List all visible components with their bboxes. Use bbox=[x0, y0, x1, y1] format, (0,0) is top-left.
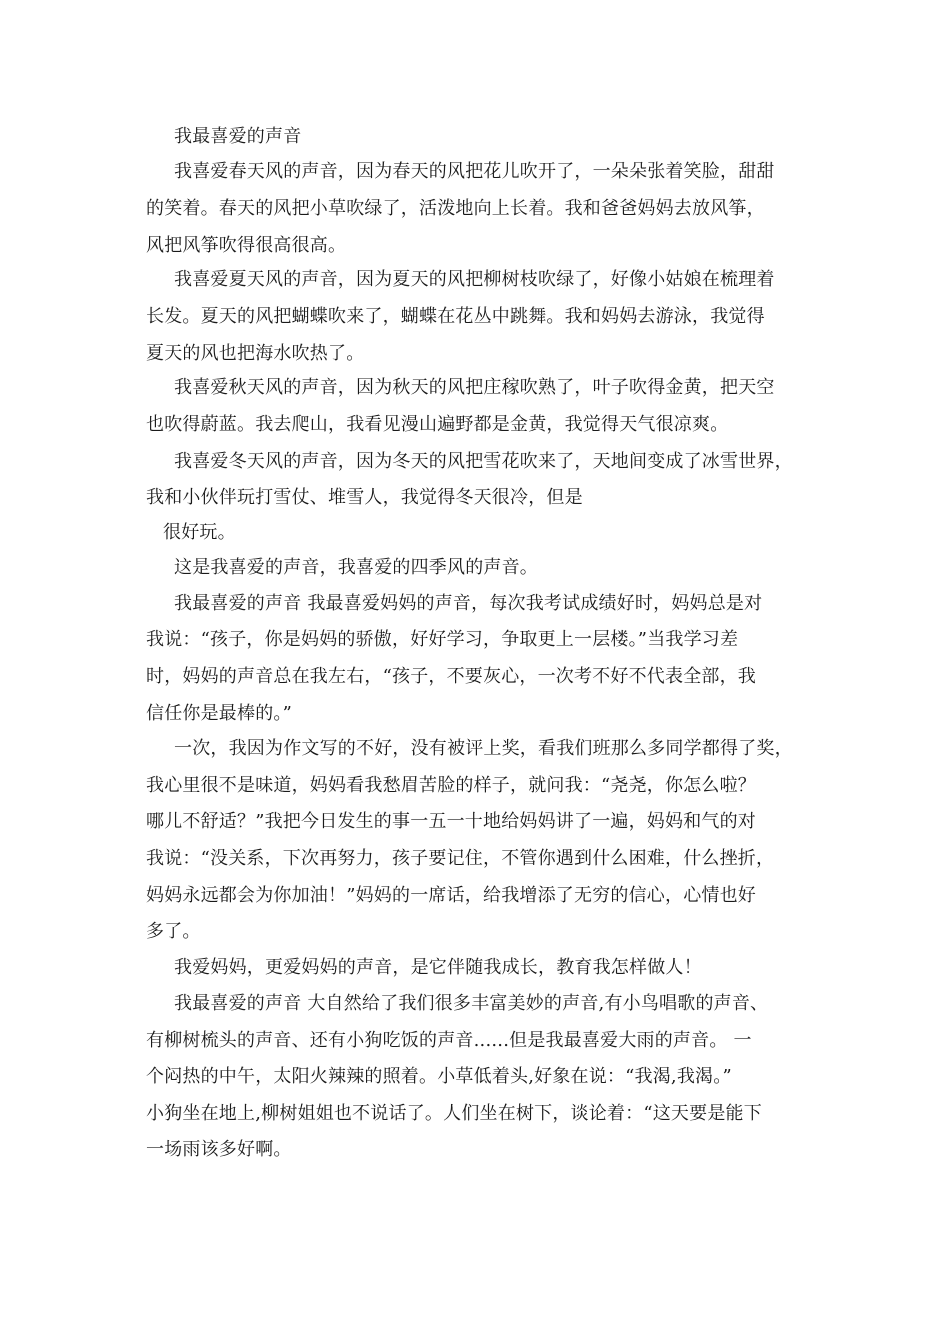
text-line: 的笑着。春天的风把小草吹绿了，活泼地向上长着。我和爸爸妈妈去放风筝， bbox=[146, 198, 765, 219]
text-line: 我喜爱秋天风的声音，因为秋天的风把庄稼吹熟了，叶子吹得金黄，把天空 bbox=[174, 377, 775, 398]
text-line: 夏天的风也把海水吹热了。 bbox=[146, 343, 365, 364]
text-line: 也吹得蔚蓝。我去爬山，我看见漫山遍野都是金黄，我觉得天气很凉爽。 bbox=[146, 414, 729, 435]
text-line: 我最喜爱的声音 我最喜爱妈妈的声音，每次我考试成绩好时，妈妈总是对 bbox=[174, 593, 763, 614]
essay-title: 我最喜爱的声音 bbox=[174, 126, 302, 147]
text-line: 小狗坐在地上,柳树姐姐也不说话了。人们坐在树下，谈论着：“这天要是能下 bbox=[146, 1103, 762, 1124]
text-line: 很好玩。 bbox=[163, 522, 236, 543]
text-line: 哪儿不舒适？”我把今日发生的事一五一十地给妈妈讲了一遍，妈妈和气的对 bbox=[146, 811, 756, 832]
text-line: 长发。夏天的风把蝴蝶吹来了，蝴蝶在花丛中跳舞。我和妈妈去游泳，我觉得 bbox=[146, 306, 765, 327]
text-line: 有柳树梳头的声音、还有小狗吃饭的声音......但是我最喜爱大雨的声音。 一 bbox=[146, 1030, 752, 1051]
text-line: 个闷热的中午，太阳火辣辣的照着。小草低着头,好象在说：“我渴,我渴。” bbox=[146, 1066, 732, 1087]
text-line: 时，妈妈的声音总在我左右，“孩子，不要灰心，一次考不好不代表全部，我 bbox=[146, 666, 756, 687]
text-line: 我爱妈妈，更爱妈妈的声音，是它伴随我成长，教育我怎样做人！ bbox=[174, 957, 702, 978]
text-line: 一场雨该多好啊。 bbox=[146, 1139, 292, 1160]
text-line: 这是我喜爱的声音，我喜爱的四季风的声音。 bbox=[174, 557, 538, 578]
text-line: 信任你是最棒的。” bbox=[146, 703, 293, 724]
text-line: 多了。 bbox=[146, 921, 201, 942]
text-line: 我喜爱夏天风的声音，因为夏天的风把柳树枝吹绿了，好像小姑娘在梳理着 bbox=[174, 269, 775, 290]
text-line: 一次，我因为作文写的不好，没有被评上奖，看我们班那么多同学都得了奖， bbox=[174, 738, 793, 759]
text-line: 风把风筝吹得很高很高。 bbox=[146, 235, 347, 256]
text-line: 我喜爱冬天风的声音，因为冬天的风把雪花吹来了，天地间变成了冰雪世界， bbox=[174, 451, 793, 472]
text-line: 我和小伙伴玩打雪仗、堆雪人，我觉得冬天很冷，但是 bbox=[146, 487, 583, 508]
text-line: 妈妈永远都会为你加油！”妈妈的一席话，给我增添了无穷的信心，心情也好 bbox=[146, 885, 756, 906]
text-line: 我喜爱春天风的声音，因为春天的风把花儿吹开了，一朵朵张着笑脸，甜甜 bbox=[174, 161, 775, 182]
text-line: 我心里很不是味道，妈妈看我愁眉苦脸的样子，就问我：“尧尧，你怎么啦？ bbox=[146, 775, 756, 796]
text-line: 我最喜爱的声音 大自然给了我们很多丰富美妙的声音,有小鸟唱歌的声音、 bbox=[174, 993, 769, 1014]
text-line: 我说：“没关系，下次再努力，孩子要记住，不管你遇到什么困难，什么挫折， bbox=[146, 848, 775, 869]
text-line: 我说：“孩子，你是妈妈的骄傲，好好学习，争取更上一层楼。”当我学习差 bbox=[146, 629, 739, 650]
